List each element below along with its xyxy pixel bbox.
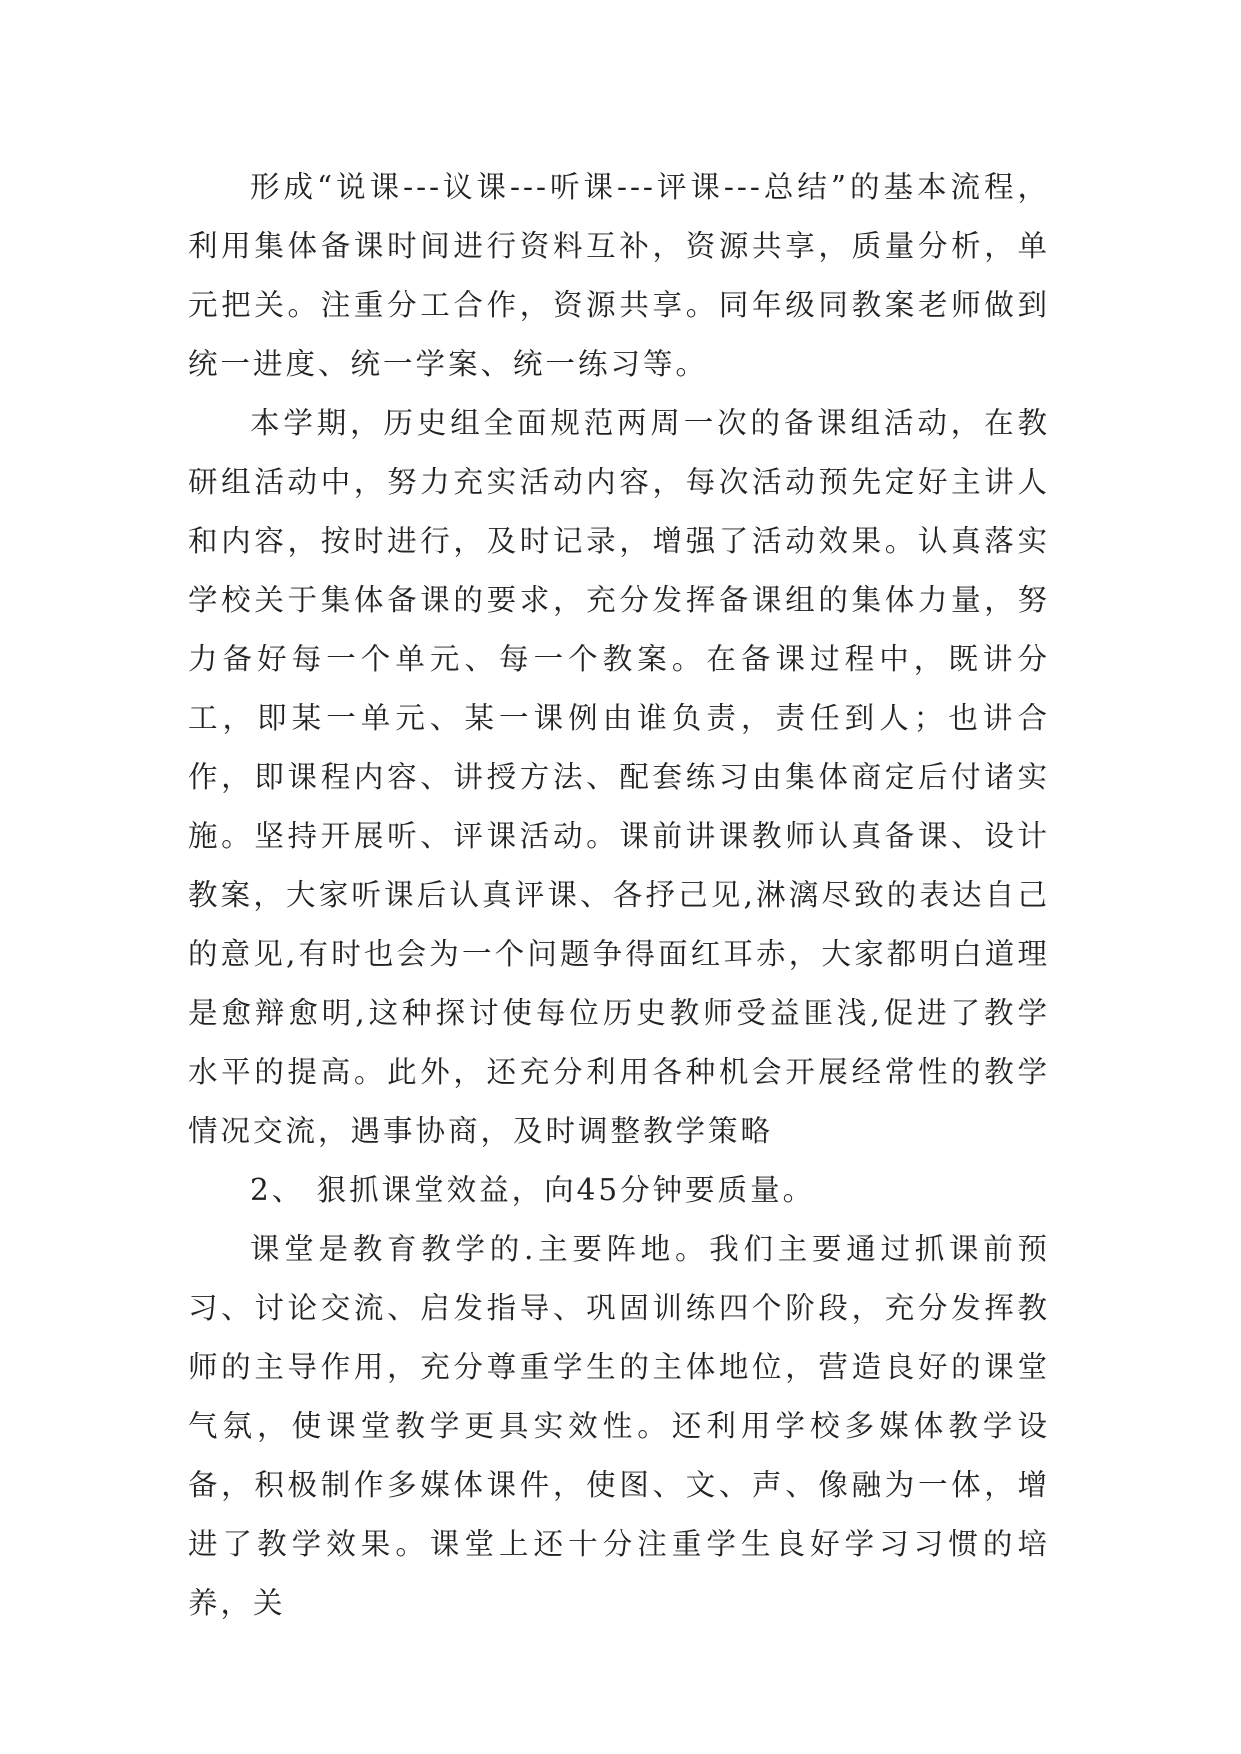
paragraph-item-2-heading: 2、 狠抓课堂效益，向45分钟要质量。 bbox=[250, 1173, 816, 1207]
paragraph-semester-activities: 本学期，历史组全面规范两周一次的备课组活动，在教研组活动中，努力充实活动内容，每次活动预先定好主讲人和内容，按时进行，及时记录，增强了活动效果。认真落实学校关于集体备课的要求，充分发挥备课组的集体力量，努力备好每一个单元、每一个教案。在备课过程中，既讲分工，即某一单元、某一课例由谁负责，责任到人；也讲合作，即课程内容、讲授方法、配套练习由集体商定后付诸实施。坚持开展听、评课活动。课前讲课教师认真备课、设计教案，大家听课后认真评课、各抒己见,淋漓尽致的表达自己的意见,有时也会为一个问题争得面红耳赤，大家都明白道理是愈辩愈明,这种探讨使每位历史教师受益匪浅,促进了教学水平的提高。此外，还充分利用各种机会开展经常性的教学情况交流，遇事协商，及时调整教学策略 bbox=[188, 406, 1050, 1148]
paragraph-classroom-efficiency: 课堂是教育教学的.主要阵地。我们主要通过抓课前预习、讨论交流、启发指导、巩固训练四个阶段，充分发挥教师的主导作用，充分尊重学生的主体地位，营造良好的课堂气氛，使课堂教学更具实效性。还利用学校多媒体教学设备，积极制作多媒体课件，使图、文、声、像融为一体，增进了教学效果。课堂上还十分注重学生良好学习习惯的培养，关 bbox=[188, 1232, 1050, 1620]
document-body bbox=[188, 158, 1050, 1633]
paragraph-collective-lesson-flow: 形成“说课---议课---听课---评课---总结”的基本流程，利用集体备课时间进行资料互补，资源共享，质量分析，单元把关。注重分工合作，资源共享。同年级同教案老师做到统一进度、统一学案、统一练习等。 bbox=[188, 170, 1050, 381]
